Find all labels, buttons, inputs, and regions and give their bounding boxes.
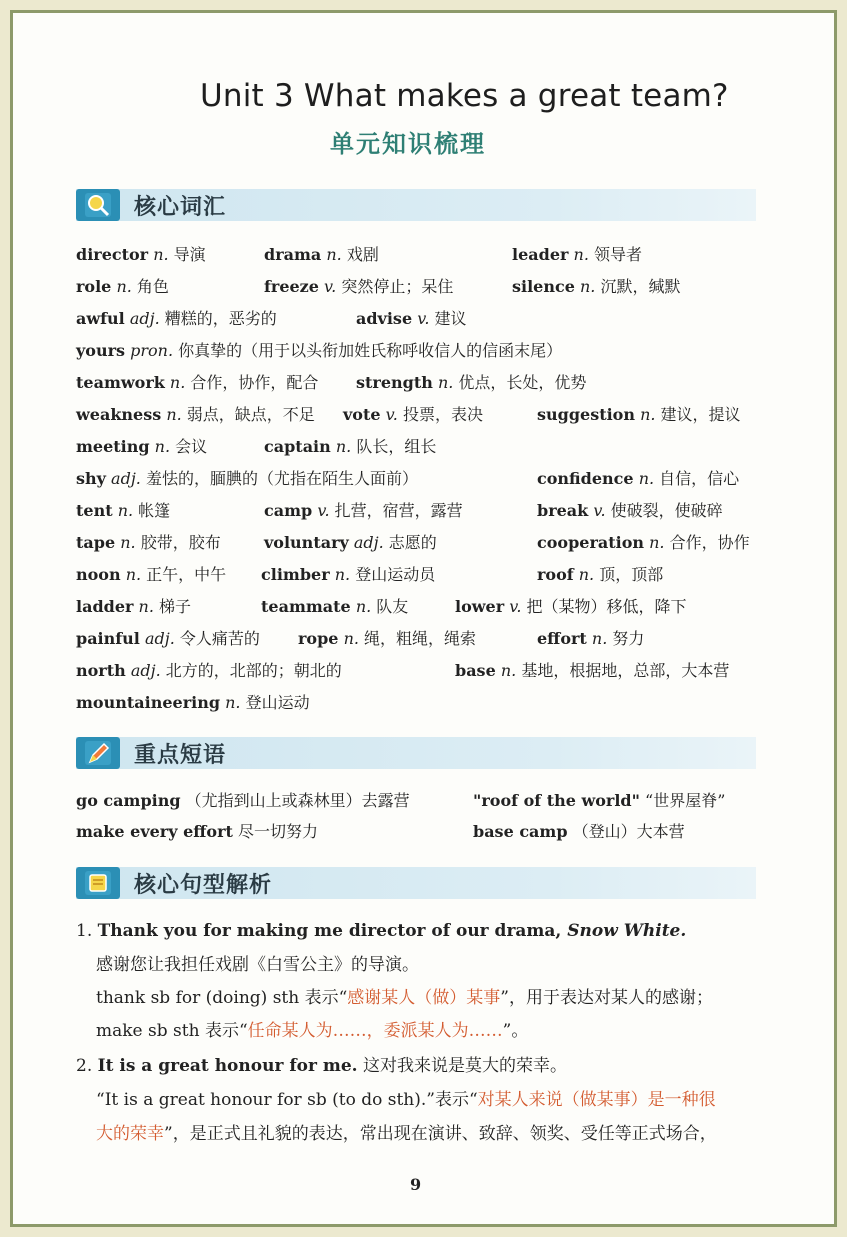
vocab-item — [76, 373, 318, 393]
vocab-pos: n. — [573, 245, 589, 264]
vocab-pos: pron. — [130, 341, 174, 360]
vocab-meaning: 志愿的 — [383, 533, 437, 552]
vocab-pos: n. — [153, 245, 169, 264]
vocab-item — [264, 501, 463, 521]
vocab-word: freeze — [264, 277, 319, 296]
vocab-word: rope — [298, 629, 339, 648]
vocab-pos: adj. — [129, 309, 160, 328]
vocab-word: tape — [76, 533, 116, 552]
sentence-1-note: make sb sth 表示“任命某人为……，委派某人为……”。 — [96, 1021, 529, 1041]
vocab-meaning: 突然停止；呆住 — [336, 277, 454, 296]
vocab-word: shy — [76, 469, 106, 488]
vocab-word: mountaineering — [76, 693, 221, 712]
vocab-pos: n. — [169, 373, 186, 392]
vocab-item — [76, 277, 169, 297]
vocab-word: captain — [264, 437, 331, 456]
vocab-word: climber — [261, 565, 330, 584]
vocab-word: silence — [512, 277, 575, 296]
vocab-item — [356, 309, 467, 329]
vocab-pos: v. — [593, 501, 606, 520]
vocab-meaning: 合作，协作，配合 — [185, 373, 319, 392]
vocab-pos: adj. — [353, 533, 384, 552]
vocab-pos: n. — [125, 565, 142, 584]
vocab-item — [76, 533, 221, 553]
vocab-item — [455, 597, 687, 617]
vocab-pos: adj. — [130, 661, 161, 680]
sentence-1-chinese: 感谢您让我担任戏剧《白雪公主》的导演。 — [96, 955, 419, 975]
vocab-word: lower — [455, 597, 505, 616]
vocab-pos: adj. — [144, 629, 175, 648]
vocab-pos: n. — [116, 277, 132, 296]
vocab-pos: v. — [417, 309, 430, 328]
vocab-word: roof — [537, 565, 574, 584]
vocab-item — [76, 245, 206, 265]
vocab-meaning: 令人痛苦的 — [174, 629, 260, 648]
vocab-word: break — [537, 501, 589, 520]
note-icon — [76, 867, 120, 899]
sentence-1-note: thank sb for (doing) sth 表示“感谢某人（做）某事”，用于表达对某人的感谢； — [96, 988, 713, 1008]
vocab-item — [537, 565, 663, 585]
vocab-meaning: 糟糕的，恶劣的 — [159, 309, 277, 328]
vocab-word: tent — [76, 501, 113, 520]
vocab-item — [76, 693, 310, 713]
vocab-pos: n. — [638, 469, 655, 488]
vocab-meaning: 角色 — [131, 277, 169, 296]
vocab-pos: v. — [317, 501, 330, 520]
vocab-meaning: 队长，组长 — [351, 437, 437, 456]
vocab-pos: n. — [154, 437, 171, 456]
vocab-meaning: 建议，提议 — [655, 405, 741, 424]
vocab-word: north — [76, 661, 126, 680]
vocab-item — [537, 501, 723, 521]
vocab-meaning: 胶带，胶布 — [135, 533, 221, 552]
vocab-pos: n. — [343, 629, 359, 648]
vocab-pos: n. — [225, 693, 241, 712]
vocab-meaning: 把（某物）移低，降下 — [521, 597, 687, 616]
sentence-2-note: 大的荣幸”，是正式且礼貌的表达，常出现在演讲、致辞、领奖、受任等正式场合， — [96, 1124, 717, 1144]
vocab-word: suggestion — [537, 405, 635, 424]
vocab-item — [512, 277, 680, 297]
vocab-meaning: 投票，表决 — [397, 405, 483, 424]
vocab-item — [264, 277, 453, 297]
section-label: 核心词汇 — [134, 195, 227, 220]
vocab-item — [76, 309, 277, 329]
vocab-item — [76, 565, 226, 585]
vocab-pos: n. — [578, 565, 595, 584]
vocab-word: noon — [76, 565, 121, 584]
vocab-word: awful — [76, 309, 125, 328]
vocab-pos: v. — [385, 405, 398, 424]
vocab-meaning: 领导者 — [588, 245, 642, 264]
vocab-word: painful — [76, 629, 140, 648]
vocab-meaning: 登山运动 — [240, 693, 310, 712]
vocab-item — [76, 501, 170, 521]
vocab-word: voluntary — [264, 533, 349, 552]
vocab-word: camp — [264, 501, 313, 520]
vocab-pos: n. — [166, 405, 182, 424]
vocab-pos: n. — [138, 597, 154, 616]
vocab-item — [537, 533, 750, 553]
vocab-word: teamwork — [76, 373, 165, 392]
vocab-meaning: 沉默，缄默 — [595, 277, 681, 296]
vocab-item — [76, 405, 315, 425]
phrase-item: base camp （登山）大本营 — [473, 822, 685, 841]
vocab-meaning: 建议 — [429, 309, 467, 328]
vocab-word: ladder — [76, 597, 134, 616]
vocab-word: effort — [537, 629, 587, 648]
vocab-pos: n. — [580, 277, 596, 296]
vocab-word: role — [76, 277, 112, 296]
vocab-pos: n. — [437, 373, 454, 392]
vocab-word: advise — [356, 309, 413, 328]
vocab-meaning: 帐篷 — [133, 501, 171, 520]
page-number: 9 — [410, 1175, 422, 1194]
vocab-meaning: 绳，粗绳，绳索 — [358, 629, 477, 648]
vocab-meaning: 扎营，宿营，露营 — [329, 501, 463, 520]
vocab-pos: adj. — [111, 469, 141, 488]
vocab-word: teammate — [261, 597, 351, 616]
page-subtitle: 单元知识梳理 — [330, 130, 486, 158]
magnifier-icon — [76, 189, 120, 221]
vocab-meaning: 弱点，缺点，不足 — [181, 405, 315, 424]
phrase-item: "roof of the world" “世界屋脊” — [473, 791, 726, 810]
vocab-meaning: 你真挚的（用于以头衔加姓氏称呼收信人的信函末尾） — [173, 341, 563, 360]
sentence-2-english: 2. It is a great honour for me. 这对我来说是莫大的荣幸。 — [76, 1056, 567, 1076]
section-vocab-header — [76, 189, 756, 221]
vocab-item — [298, 629, 476, 649]
vocab-pos: n. — [326, 245, 342, 264]
vocab-meaning: 努力 — [607, 629, 645, 648]
vocab-meaning: 羞怯的，腼腆的（尤指在陌生人面前） — [140, 469, 418, 488]
vocab-item — [537, 469, 739, 489]
vocab-pos: v. — [324, 277, 337, 296]
vocab-meaning: 顶，顶部 — [594, 565, 664, 584]
vocab-meaning: 导演 — [168, 245, 206, 264]
vocab-meaning: 登山运动员 — [350, 565, 436, 584]
phrase-item: go camping （尤指到山上或森林里）去露营 — [76, 791, 410, 810]
vocab-item — [537, 629, 644, 649]
vocab-pos: v. — [509, 597, 522, 616]
vocab-word: confidence — [537, 469, 634, 488]
vocab-meaning: 梯子 — [153, 597, 192, 616]
vocab-item — [343, 405, 483, 425]
vocab-word: drama — [264, 245, 322, 264]
vocab-meaning: 正午，中午 — [141, 565, 227, 584]
vocab-pos: n. — [120, 533, 136, 552]
sentence-2-note: “It is a great honour for sb (to do sth).”表示“对某人来说（做某事）是一种很 — [96, 1090, 716, 1110]
vocab-word: weakness — [76, 405, 162, 424]
vocab-item — [76, 629, 260, 649]
vocab-meaning: 合作，协作 — [664, 533, 750, 552]
vocab-pos: n. — [500, 661, 517, 680]
vocab-word: yours — [76, 341, 126, 360]
vocab-item — [261, 565, 435, 585]
vocab-meaning: 戏剧 — [341, 245, 379, 264]
vocab-pos: n. — [640, 405, 656, 424]
pencil-icon — [76, 737, 120, 769]
vocab-word: vote — [343, 405, 381, 424]
vocab-word: meeting — [76, 437, 150, 456]
vocab-item — [356, 373, 586, 393]
vocab-word: cooperation — [537, 533, 645, 552]
vocab-meaning: 北方的，北部的；朝北的 — [160, 661, 342, 680]
section-label: 核心句型解析 — [134, 873, 273, 898]
vocab-meaning: 会议 — [170, 437, 208, 456]
vocab-item — [512, 245, 642, 265]
vocab-meaning: 队友 — [371, 597, 409, 616]
vocab-pos: n. — [334, 565, 351, 584]
vocab-pos: n. — [591, 629, 608, 648]
section-label: 重点短语 — [134, 743, 227, 768]
vocab-word: leader — [512, 245, 569, 264]
vocab-pos: n. — [117, 501, 134, 520]
vocab-item — [261, 597, 408, 617]
vocab-meaning: 优点，长处，优势 — [453, 373, 587, 392]
vocab-item — [264, 437, 436, 457]
vocab-item — [264, 533, 437, 553]
vocab-word: director — [76, 245, 149, 264]
sentence-1-english: 1. Thank you for making me director of our drama, Snow White. — [76, 921, 687, 941]
vocab-meaning: 使破裂，使破碎 — [605, 501, 723, 520]
vocab-item — [264, 245, 379, 265]
vocab-word: strength — [356, 373, 433, 392]
vocab-item — [76, 661, 342, 681]
page-title: Unit 3 What makes a great team? — [200, 78, 729, 114]
vocab-meaning: 自信，信心 — [654, 469, 740, 488]
vocab-pos: n. — [649, 533, 665, 552]
vocab-item — [76, 437, 207, 457]
vocab-item — [76, 341, 562, 361]
vocab-pos: n. — [335, 437, 352, 456]
vocab-item — [76, 469, 418, 489]
vocab-item — [76, 597, 191, 617]
vocab-pos: n. — [355, 597, 372, 616]
section-phrases-header — [76, 737, 756, 769]
phrase-item: make every effort 尽一切努力 — [76, 822, 318, 841]
vocab-item — [455, 661, 729, 681]
section-sentences-header — [76, 867, 756, 899]
vocab-word: base — [455, 661, 496, 680]
vocab-item — [537, 405, 741, 425]
vocab-meaning: 基地，根据地，总部，大本营 — [516, 661, 730, 680]
